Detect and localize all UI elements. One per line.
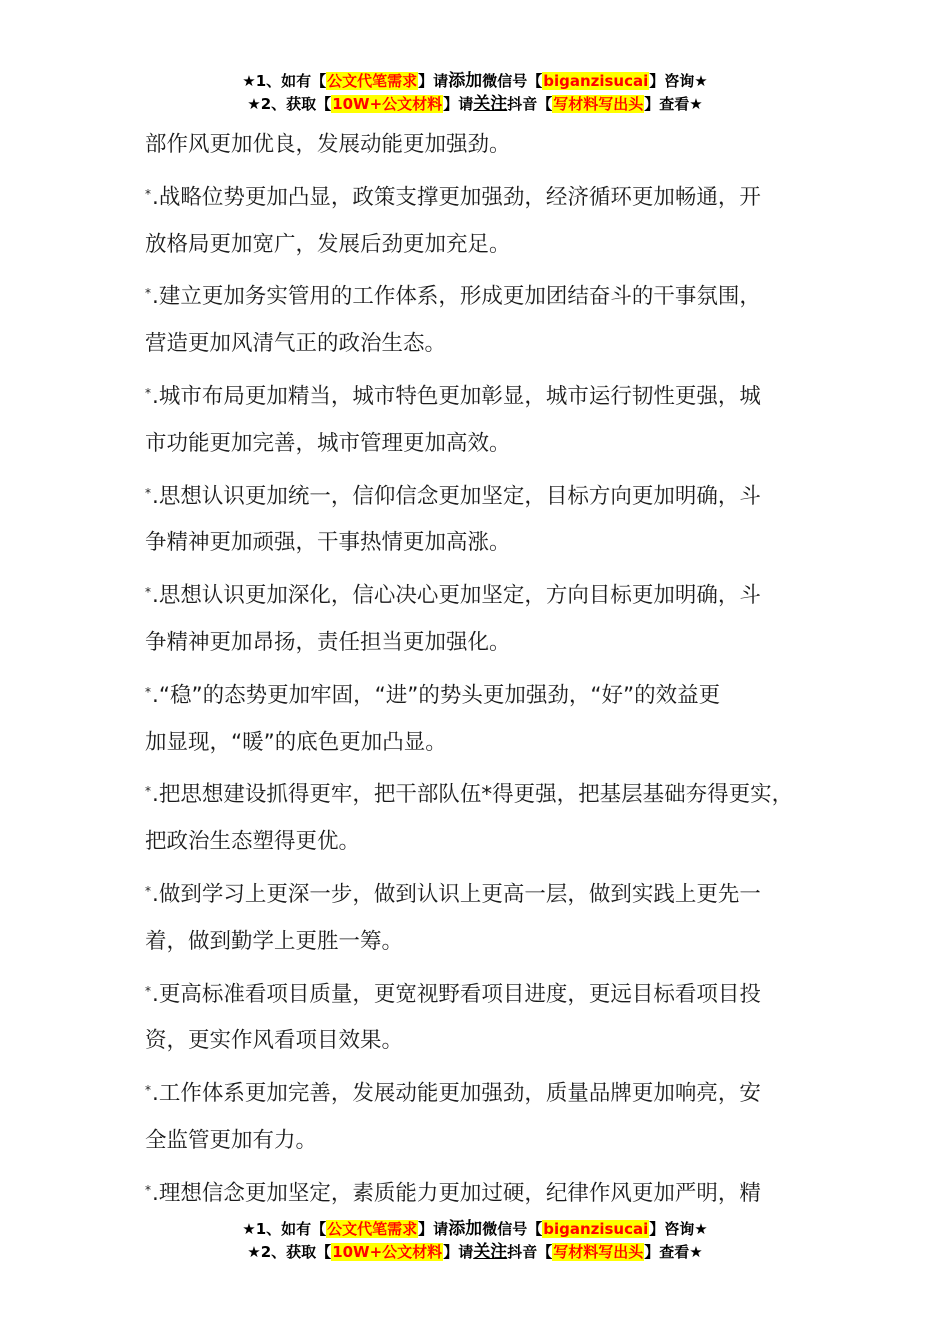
line-text: 部作风更加优良，发展动能更加强劲。 [145, 132, 511, 157]
continuation-line [145, 1016, 810, 1066]
banner-text: 】查看★ [644, 1243, 703, 1261]
continuation-line [145, 518, 810, 568]
banner-line-1 [0, 70, 950, 93]
line-text: 营造更加风清气正的政治生态。 [145, 331, 447, 357]
continuation-line [145, 319, 810, 369]
line-text: .工作体系更加完善，发展动能更加强劲，质量品牌更加响亮，安 [152, 1081, 761, 1107]
banner-line-2 [0, 93, 950, 116]
line-text: 放格局更加宽广，发展后劲更加充足。 [145, 231, 511, 257]
bullet-line [145, 170, 810, 220]
bullet-marker: * [145, 684, 151, 699]
banner-line-2 [0, 1241, 950, 1264]
bullet-marker: * [145, 784, 151, 799]
continuation-line [145, 817, 810, 867]
douyin-account-highlight: 写材料写出头 [553, 1243, 644, 1261]
bullet-marker: * [145, 983, 151, 998]
line-text: 争精神更加顽强，干事热情更加高涨。 [145, 530, 511, 556]
banner-highlight: 公文代笔需求 [327, 1220, 418, 1238]
banner-text: 抖音【 [507, 95, 553, 113]
banner-text: 】请 [418, 72, 449, 90]
header-banner [0, 70, 950, 116]
banner-text: 】请 [443, 1243, 474, 1261]
banner-text: 】查看★ [644, 95, 703, 113]
continuation-line [145, 1116, 810, 1166]
bullet-marker: * [145, 385, 151, 400]
document-body [145, 120, 810, 1216]
banner-text: 微信号【 [482, 1220, 543, 1238]
bullet-line [145, 767, 810, 817]
banner-text: 】请 [418, 1220, 449, 1238]
bullet-line [145, 967, 810, 1017]
banner-text: 】咨询★ [649, 1220, 708, 1238]
bullet-marker: * [145, 585, 151, 600]
line-text: 市功能更加完善，城市管理更加高效。 [145, 430, 511, 456]
line-text: .思想认识更加统一，信仰信念更加坚定，目标方向更加明确，斗 [152, 483, 761, 509]
bullet-marker: * [145, 186, 151, 201]
line-text: .城市布局更加精当，城市特色更加彰显，城市运行韧性更强，城 [152, 383, 761, 409]
line-text: 全监管更加有力。 [145, 1127, 318, 1153]
douyin-account-highlight: 写材料写出头 [553, 95, 644, 113]
line-text: 资，更实作风看项目效果。 [145, 1028, 404, 1054]
bullet-line [145, 568, 810, 618]
line-text: 争精神更加昂扬，责任担当更加强化。 [145, 629, 511, 655]
bullet-line [145, 867, 810, 917]
bullet-marker: * [145, 1083, 151, 1098]
continuation-line [145, 220, 810, 270]
line-text: .做到学习上更深一步，做到认识上更高一层，做到实践上更先一 [152, 881, 761, 907]
banner-text: ★2、获取【 [247, 95, 332, 113]
banner-text: 】咨询★ [649, 72, 708, 90]
banner-text: 微信号【 [482, 72, 543, 90]
banner-emphasis: 添加 [448, 71, 483, 91]
banner-emphasis: 添加 [448, 1219, 483, 1239]
banner-text: ★2、获取【 [247, 1243, 332, 1261]
footer-banner [0, 1218, 950, 1264]
bullet-marker: * [145, 286, 151, 301]
banner-text: ★1、如有【 [242, 1220, 327, 1238]
banner-highlight: 公文代笔需求 [327, 72, 418, 90]
continuation-line [145, 120, 810, 170]
bullet-marker: * [145, 485, 151, 500]
continuation-line [145, 917, 810, 967]
continuation-line [145, 718, 810, 768]
line-text: 加显现，“暖”的底色更加凸显。 [145, 729, 447, 755]
bullet-line [145, 1166, 810, 1216]
banner-highlight: 10W+公文材料 [332, 1243, 443, 1261]
line-text: .把思想建设抓得更牢，把干部队伍*得更强，把基层基础夯得更实， [152, 782, 794, 808]
line-text: .思想认识更加深化，信心决心更加坚定，方向目标更加明确，斗 [152, 583, 761, 609]
line-text: .战略位势更加凸显，政策支撑更加强劲，经济循环更加畅通，开 [152, 184, 761, 210]
bullet-line [145, 469, 810, 519]
banner-highlight: 10W+公文材料 [332, 95, 443, 113]
bullet-marker: * [145, 1182, 151, 1197]
bullet-marker: * [145, 883, 151, 898]
continuation-line [145, 419, 810, 469]
continuation-line [145, 618, 810, 668]
line-text: .理想信念更加坚定，素质能力更加过硬，纪律作风更加严明，精 [152, 1180, 761, 1206]
line-text: .更高标准看项目质量，更宽视野看项目进度，更远目标看项目投 [152, 981, 761, 1007]
bullet-line [145, 1066, 810, 1116]
line-text: .“稳”的态势更加牢固，“进”的势头更加强劲，“好”的效益更 [152, 682, 721, 708]
line-text: 着，做到勤学上更胜一筹。 [145, 928, 404, 954]
banner-emphasis: 关注 [473, 1242, 508, 1262]
banner-text: 】请 [443, 95, 474, 113]
banner-text: ★1、如有【 [242, 72, 327, 90]
line-text: 把政治生态塑得更优。 [145, 829, 361, 855]
line-text: .建立更加务实管用的工作体系，形成更加团结奋斗的干事氛围， [152, 284, 761, 310]
bullet-line [145, 269, 810, 319]
banner-line-1 [0, 1218, 950, 1241]
banner-emphasis: 关注 [473, 94, 508, 114]
wechat-id-highlight: biganzisucai [543, 1220, 649, 1238]
banner-text: 抖音【 [507, 1243, 553, 1261]
bullet-line [145, 369, 810, 419]
wechat-id-highlight: biganzisucai [543, 72, 649, 90]
bullet-line [145, 668, 810, 718]
